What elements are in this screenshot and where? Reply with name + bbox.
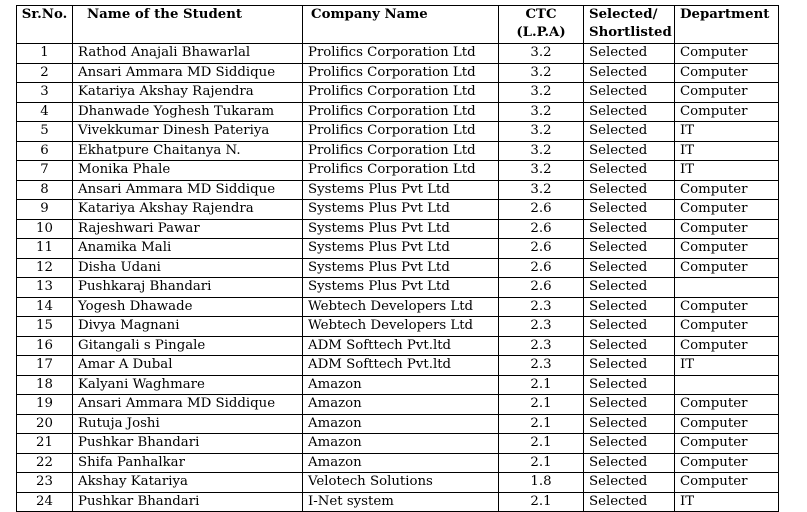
table-row: [17, 473, 779, 493]
cell-student-name: Divya Magnani: [73, 317, 303, 337]
cell-department: IT: [675, 492, 779, 512]
cell-student-name: Pushkar Bhandari: [73, 492, 303, 512]
table-row: [17, 395, 779, 415]
cell-student-name: Disha Udani: [73, 258, 303, 278]
cell-status: Selected: [584, 473, 675, 493]
cell-status: Selected: [584, 258, 675, 278]
cell-sr-no: 19: [17, 395, 73, 415]
table-row: [17, 336, 779, 356]
table-row: [17, 141, 779, 161]
cell-company-name: Webtech Developers Ltd: [303, 297, 499, 317]
cell-status: Selected: [584, 219, 675, 239]
cell-company-name: Amazon: [303, 434, 499, 454]
table-row: [17, 219, 779, 239]
header-department: [675, 6, 779, 44]
header-ctc-line2: (L.P.A): [516, 25, 566, 40]
table-row: [17, 278, 779, 298]
table-row: [17, 356, 779, 376]
cell-sr-no: 12: [17, 258, 73, 278]
cell-student-name: Akshay Katariya: [73, 473, 303, 493]
cell-department: [675, 278, 779, 298]
cell-status: Selected: [584, 44, 675, 64]
cell-student-name: Rathod Anajali Bhawarlal: [73, 44, 303, 64]
cell-ctc: 2.3: [499, 297, 584, 317]
header-student-name-label: Name of the Student: [87, 7, 243, 22]
cell-department: Computer: [675, 336, 779, 356]
cell-status: Selected: [584, 453, 675, 473]
cell-ctc: 2.6: [499, 200, 584, 220]
cell-sr-no: 7: [17, 161, 73, 181]
table-row: [17, 414, 779, 434]
table-row: [17, 83, 779, 103]
cell-status: Selected: [584, 297, 675, 317]
cell-sr-no: 23: [17, 473, 73, 493]
placement-table: [16, 5, 779, 512]
cell-sr-no: 14: [17, 297, 73, 317]
cell-sr-no: 3: [17, 83, 73, 103]
cell-sr-no: 24: [17, 492, 73, 512]
header-ctc: [499, 6, 584, 44]
cell-student-name: Dhanwade Yoghesh Tukaram: [73, 102, 303, 122]
cell-sr-no: 22: [17, 453, 73, 473]
cell-ctc: 3.2: [499, 44, 584, 64]
cell-student-name: Rutuja Joshi: [73, 414, 303, 434]
cell-status: Selected: [584, 492, 675, 512]
cell-ctc: 2.6: [499, 219, 584, 239]
cell-ctc: 2.6: [499, 239, 584, 259]
header-ctc-line1: CTC: [525, 7, 557, 22]
cell-company-name: Webtech Developers Ltd: [303, 317, 499, 337]
cell-sr-no: 2: [17, 63, 73, 83]
header-row: [17, 6, 779, 44]
cell-student-name: Rajeshwari Pawar: [73, 219, 303, 239]
cell-student-name: Yogesh Dhawade: [73, 297, 303, 317]
table-row: [17, 180, 779, 200]
header-student-name: [73, 6, 303, 44]
cell-department: Computer: [675, 453, 779, 473]
cell-company-name: ADM Softtech Pvt.ltd: [303, 336, 499, 356]
cell-department: Computer: [675, 297, 779, 317]
table-row: [17, 297, 779, 317]
cell-student-name: Ekhatpure Chaitanya N.: [73, 141, 303, 161]
cell-student-name: Anamika Mali: [73, 239, 303, 259]
table-row: [17, 375, 779, 395]
cell-company-name: Amazon: [303, 375, 499, 395]
table-row: [17, 200, 779, 220]
cell-sr-no: 20: [17, 414, 73, 434]
cell-sr-no: 13: [17, 278, 73, 298]
header-company-name: [303, 6, 499, 44]
table-row: [17, 434, 779, 454]
cell-ctc: 2.3: [499, 356, 584, 376]
cell-status: Selected: [584, 63, 675, 83]
cell-company-name: Systems Plus Pvt Ltd: [303, 258, 499, 278]
cell-student-name: Pushkar Bhandari: [73, 434, 303, 454]
table-row: [17, 44, 779, 64]
cell-status: Selected: [584, 356, 675, 376]
cell-status: Selected: [584, 83, 675, 103]
cell-department: Computer: [675, 473, 779, 493]
table-row: [17, 492, 779, 512]
cell-company-name: Prolifics Corporation Ltd: [303, 102, 499, 122]
cell-student-name: Ansari Ammara MD Siddique: [73, 63, 303, 83]
cell-department: Computer: [675, 434, 779, 454]
cell-ctc: 3.2: [499, 161, 584, 181]
cell-company-name: Velotech Solutions: [303, 473, 499, 493]
table-row: [17, 258, 779, 278]
cell-ctc: 2.6: [499, 278, 584, 298]
table-row: [17, 63, 779, 83]
cell-department: Computer: [675, 258, 779, 278]
cell-company-name: Systems Plus Pvt Ltd: [303, 180, 499, 200]
cell-ctc: 2.1: [499, 375, 584, 395]
cell-sr-no: 1: [17, 44, 73, 64]
header-sr-no: [17, 6, 73, 44]
table-row: [17, 122, 779, 142]
cell-company-name: ADM Softtech Pvt.ltd: [303, 356, 499, 376]
cell-student-name: Monika Phale: [73, 161, 303, 181]
cell-status: Selected: [584, 434, 675, 454]
cell-company-name: I-Net system: [303, 492, 499, 512]
header-status: [584, 6, 675, 44]
cell-status: Selected: [584, 414, 675, 434]
cell-status: Selected: [584, 375, 675, 395]
table-row: [17, 239, 779, 259]
cell-sr-no: 17: [17, 356, 73, 376]
cell-status: Selected: [584, 122, 675, 142]
cell-student-name: Shifa Panhalkar: [73, 453, 303, 473]
cell-department: Computer: [675, 102, 779, 122]
cell-department: IT: [675, 122, 779, 142]
cell-status: Selected: [584, 336, 675, 356]
cell-ctc: 3.2: [499, 102, 584, 122]
cell-status: Selected: [584, 395, 675, 415]
cell-company-name: Systems Plus Pvt Ltd: [303, 278, 499, 298]
cell-department: Computer: [675, 180, 779, 200]
cell-company-name: Amazon: [303, 395, 499, 415]
header-status-line2: Shortlisted: [589, 25, 672, 40]
cell-ctc: 3.2: [499, 122, 584, 142]
cell-company-name: Prolifics Corporation Ltd: [303, 83, 499, 103]
cell-department: IT: [675, 141, 779, 161]
cell-sr-no: 18: [17, 375, 73, 395]
cell-ctc: 2.1: [499, 492, 584, 512]
cell-student-name: Kalyani Waghmare: [73, 375, 303, 395]
cell-status: Selected: [584, 278, 675, 298]
cell-student-name: Katariya Akshay Rajendra: [73, 200, 303, 220]
cell-department: [675, 375, 779, 395]
cell-sr-no: 10: [17, 219, 73, 239]
cell-ctc: 3.2: [499, 180, 584, 200]
cell-department: Computer: [675, 44, 779, 64]
cell-ctc: 2.3: [499, 317, 584, 337]
cell-ctc: 2.6: [499, 258, 584, 278]
header-sr-no-label: Sr.No.: [21, 7, 68, 22]
cell-sr-no: 5: [17, 122, 73, 142]
cell-department: Computer: [675, 414, 779, 434]
cell-sr-no: 8: [17, 180, 73, 200]
cell-company-name: Prolifics Corporation Ltd: [303, 161, 499, 181]
cell-student-name: Amar A Dubal: [73, 356, 303, 376]
cell-ctc: 2.1: [499, 453, 584, 473]
cell-company-name: Prolifics Corporation Ltd: [303, 63, 499, 83]
cell-department: Computer: [675, 200, 779, 220]
cell-status: Selected: [584, 102, 675, 122]
cell-sr-no: 15: [17, 317, 73, 337]
cell-company-name: Systems Plus Pvt Ltd: [303, 200, 499, 220]
header-status-line1: Selected/: [589, 7, 658, 22]
table-header: [17, 6, 779, 44]
table-body: [17, 44, 779, 512]
cell-student-name: Ansari Ammara MD Siddique: [73, 180, 303, 200]
cell-department: Computer: [675, 63, 779, 83]
cell-company-name: Amazon: [303, 414, 499, 434]
cell-ctc: 3.2: [499, 141, 584, 161]
cell-department: Computer: [675, 317, 779, 337]
cell-student-name: Vivekkumar Dinesh Pateriya: [73, 122, 303, 142]
cell-company-name: Prolifics Corporation Ltd: [303, 44, 499, 64]
cell-department: IT: [675, 356, 779, 376]
cell-sr-no: 16: [17, 336, 73, 356]
cell-ctc: 3.2: [499, 83, 584, 103]
cell-sr-no: 21: [17, 434, 73, 454]
cell-company-name: Prolifics Corporation Ltd: [303, 141, 499, 161]
cell-status: Selected: [584, 141, 675, 161]
cell-department: IT: [675, 161, 779, 181]
table-row: [17, 102, 779, 122]
cell-department: Computer: [675, 219, 779, 239]
cell-status: Selected: [584, 161, 675, 181]
cell-sr-no: 6: [17, 141, 73, 161]
cell-student-name: Ansari Ammara MD Siddique: [73, 395, 303, 415]
cell-student-name: Gitangali s Pingale: [73, 336, 303, 356]
cell-department: Computer: [675, 239, 779, 259]
cell-ctc: 1.8: [499, 473, 584, 493]
cell-status: Selected: [584, 239, 675, 259]
cell-ctc: 3.2: [499, 63, 584, 83]
cell-sr-no: 9: [17, 200, 73, 220]
table-row: [17, 453, 779, 473]
cell-status: Selected: [584, 180, 675, 200]
cell-sr-no: 11: [17, 239, 73, 259]
cell-status: Selected: [584, 317, 675, 337]
cell-ctc: 2.3: [499, 336, 584, 356]
header-company-name-label: Company Name: [311, 7, 428, 22]
cell-company-name: Systems Plus Pvt Ltd: [303, 219, 499, 239]
cell-company-name: Systems Plus Pvt Ltd: [303, 239, 499, 259]
cell-ctc: 2.1: [499, 395, 584, 415]
header-department-label: Department: [680, 7, 770, 22]
cell-department: Computer: [675, 83, 779, 103]
table-row: [17, 161, 779, 181]
cell-ctc: 2.1: [499, 434, 584, 454]
cell-department: Computer: [675, 395, 779, 415]
table-row: [17, 317, 779, 337]
cell-sr-no: 4: [17, 102, 73, 122]
cell-status: Selected: [584, 200, 675, 220]
cell-company-name: Prolifics Corporation Ltd: [303, 122, 499, 142]
cell-student-name: Pushkaraj Bhandari: [73, 278, 303, 298]
cell-student-name: Katariya Akshay Rajendra: [73, 83, 303, 103]
cell-ctc: 2.1: [499, 414, 584, 434]
cell-company-name: Amazon: [303, 453, 499, 473]
